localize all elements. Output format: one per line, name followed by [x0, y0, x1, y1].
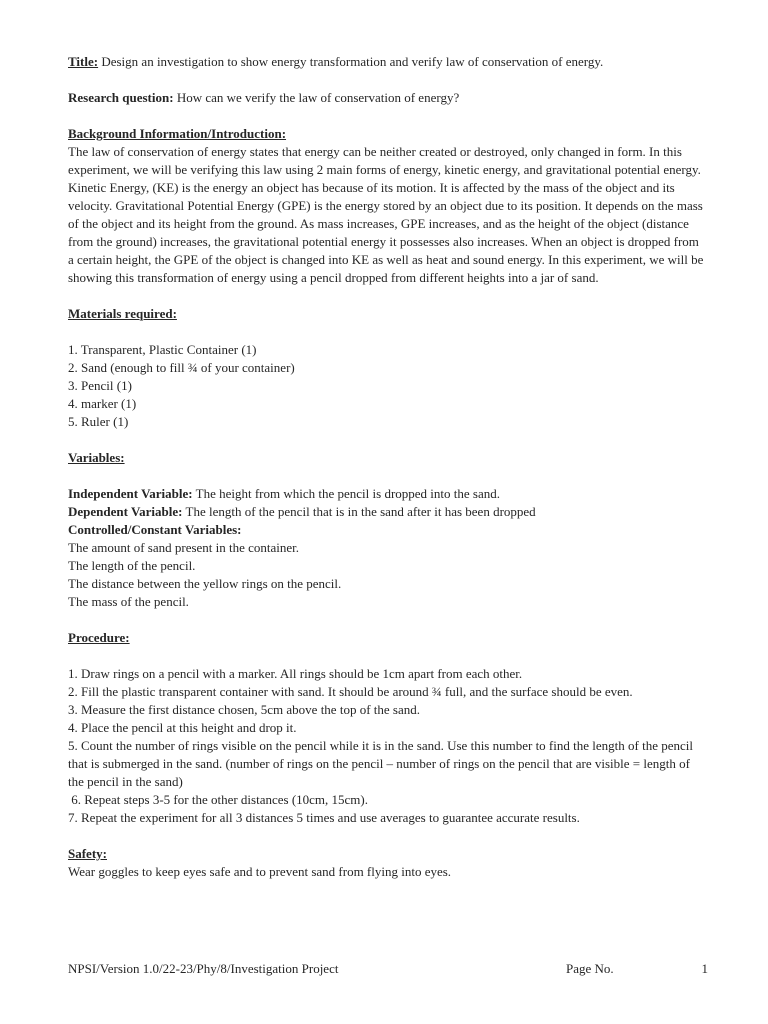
list-item: 3. Measure the first distance chosen, 5cm above the top of the sand. — [68, 702, 420, 717]
research-question-text: How can we verify the law of conservation of energy? — [176, 90, 460, 105]
list-item: 5. Ruler (1) — [68, 414, 129, 429]
procedure-list — [68, 665, 706, 827]
variables-heading: Variables: — [68, 450, 125, 465]
title-label: Title: — [68, 54, 99, 69]
safety-text: Wear goggles to keep eyes safe and to prevent sand from flying into eyes. — [68, 864, 452, 879]
procedure-heading: Procedure: — [68, 630, 130, 645]
independent-variable-text: The height from which the pencil is dropped into the sand. — [195, 486, 500, 501]
controlled-variables-list — [68, 539, 706, 611]
background-heading: Background Information/Introduction: — [68, 126, 287, 141]
title-text: Design an investigation to show energy transformation and verify law of conservation of energy. — [101, 54, 604, 69]
research-question-line — [68, 89, 706, 107]
controlled-variables-label: Controlled/Constant Variables: — [68, 522, 242, 537]
list-item: The distance between the yellow rings on the pencil. — [68, 576, 342, 591]
dependent-variable-line — [68, 503, 706, 521]
list-item: 5. Count the number of rings visible on the pencil while it is in the sand. Use this number to find the length of the pencil that is submerged in the sand. (number of rings on the pencil – number of rings on the pencil that are visible = length of the pencil in the sand) — [68, 738, 693, 789]
list-item: 3. Pencil (1) — [68, 378, 132, 393]
list-item: 1. Draw rings on a pencil with a marker. All rings should be 1cm apart from each other. — [68, 666, 523, 681]
dependent-variable-text: The length of the pencil that is in the sand after it has been dropped — [185, 504, 536, 519]
list-item: 2. Fill the plastic transparent container with sand. It should be around ¾ full, and the surface should be even. — [68, 684, 633, 699]
list-item: 4. marker (1) — [68, 396, 137, 411]
list-item: 1. Transparent, Plastic Container (1) — [68, 342, 257, 357]
list-item: 2. Sand (enough to fill ¾ of your container) — [68, 360, 295, 375]
list-item: The length of the pencil. — [68, 558, 196, 573]
list-item: 7. Repeat the experiment for all 3 distances 5 times and use averages to guarantee accurate results. — [68, 810, 580, 825]
list-item: The mass of the pencil. — [68, 594, 189, 609]
materials-heading: Materials required: — [68, 306, 177, 321]
research-question-label: Research question: — [68, 90, 174, 105]
footer-doc-id: NPSI/Version 1.0/22-23/Phy/8/Investigation Project — [68, 961, 339, 976]
safety-heading: Safety: — [68, 846, 107, 861]
materials-list — [68, 341, 706, 431]
footer-page-number: 1 — [701, 961, 708, 976]
list-item: 4. Place the pencil at this height and drop it. — [68, 720, 297, 735]
independent-variable-line — [68, 485, 706, 503]
document-page — [68, 53, 706, 881]
list-item: 6. Repeat steps 3-5 for the other distances (10cm, 15cm). — [68, 792, 368, 807]
dependent-variable-label: Dependent Variable: — [68, 504, 183, 519]
background-text: The law of conservation of energy states that energy can be neither created or destroyed, only changed in form. In this experiment, we will be verifying this law using 2 main forms of energy, kinetic energy, and gravitational potential energy. Kinetic Energy, (KE) is the energy an object has because of its motion. It is affected by the mass of the object and its velocity. Gravitational Potential Energy (GPE) is the energy stored by an object due to its position. It depends on the mass of the object and its height from the ground. As mass increases, GPE increases, and as the height of the object (distance from the ground) increases, the gravitational potential energy it possesses also increases. When an object is dropped from a certain height, the GPE of the object is changed into KE as well as heat and sound energy. In this experiment, we will be showing this transformation of energy using a pencil dropped from different heights into a jar of sand. — [68, 144, 704, 285]
footer-page-label: Page No. — [566, 961, 614, 976]
title-line — [68, 53, 706, 71]
independent-variable-label: Independent Variable: — [68, 486, 193, 501]
list-item: The amount of sand present in the container. — [68, 540, 300, 555]
